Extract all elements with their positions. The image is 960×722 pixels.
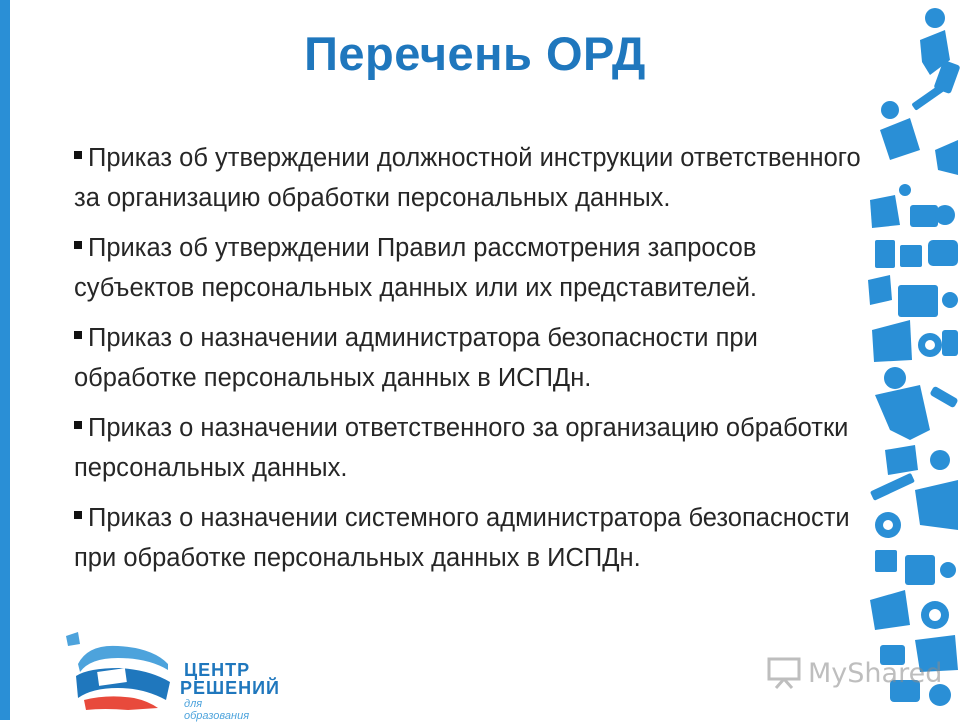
square-bullet-icon [74, 151, 82, 159]
center-of-solutions-logo [58, 624, 280, 722]
square-bullet-icon [74, 241, 82, 249]
logo-line-1: ЦЕНТР [184, 660, 251, 680]
bullet-item-1 [74, 138, 874, 218]
bullet-text-5: Приказ о назначении системного администратора безопасности при обработке персональных данных в ИСПДн. [74, 504, 850, 572]
watermark-text: MyShared [808, 658, 943, 689]
education-icons-collage [850, 0, 960, 720]
bullet-item-2 [74, 228, 874, 308]
square-bullet-icon [74, 331, 82, 339]
bullet-text-4: Приказ о назначении ответственного за организацию обработки персональных данных. [74, 414, 849, 482]
slide-title: Перечень ОРД [304, 27, 646, 80]
bullet-text-2: Приказ об утверждении Правил рассмотрения запросов субъектов персональных данных или их представителей. [74, 234, 758, 302]
logo-line-2: РЕШЕНИЙ [180, 678, 280, 698]
bullet-item-5 [74, 498, 874, 578]
square-bullet-icon [74, 421, 82, 429]
bullet-text-1: Приказ об утверждении должностной инструкции ответственного за организацию обработки персональных данных. [74, 144, 861, 212]
bullet-item-4 [74, 408, 874, 488]
bullet-list [74, 138, 874, 588]
left-accent-strip [0, 0, 10, 720]
bullet-item-3 [74, 318, 874, 398]
presentation-board-icon [766, 654, 802, 690]
bullet-text-3: Приказ о назначении администратора безопасности при обработке персональных данных в ИСПДн. [74, 324, 758, 392]
logo-emblem-icon [58, 624, 178, 716]
myshared-watermark [766, 654, 943, 694]
logo-line-3: для образования [184, 698, 250, 722]
square-bullet-icon [74, 511, 82, 519]
